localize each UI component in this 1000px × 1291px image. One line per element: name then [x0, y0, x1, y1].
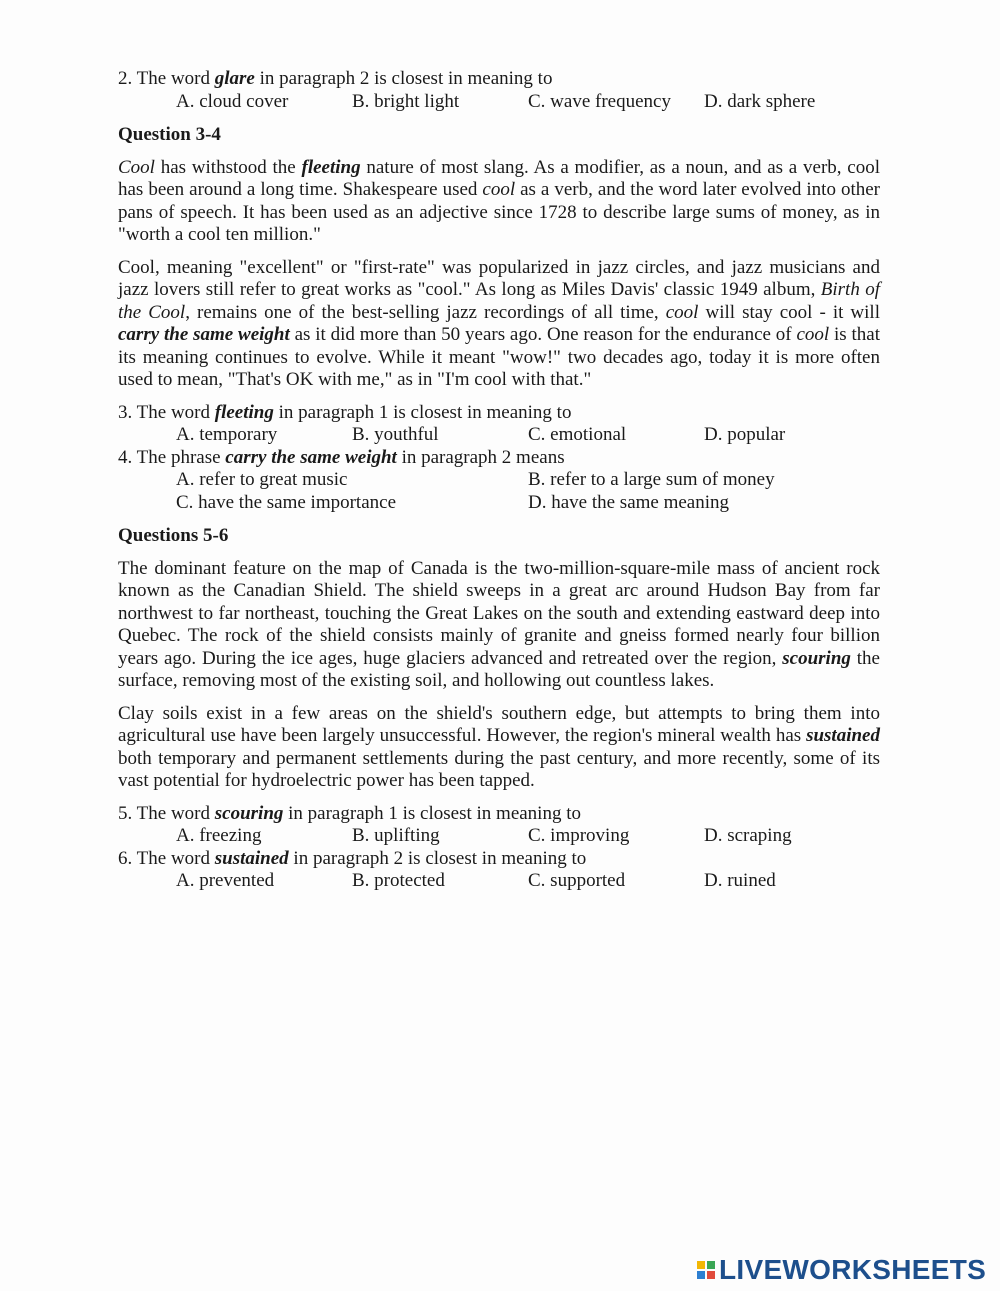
question-3-stem: 3. The word fleeting in paragraph 1 is closest in meaning to — [118, 401, 572, 423]
keyword-glare: glare — [214, 68, 255, 89]
keyword-scouring: scouring — [782, 647, 851, 669]
option-a[interactable]: A. freezing — [176, 825, 262, 846]
option-d[interactable]: D. ruined — [704, 870, 776, 891]
option-d[interactable]: D. popular — [704, 424, 786, 445]
option-d[interactable]: D. dark sphere — [704, 90, 816, 112]
question-3-options — [118, 424, 880, 447]
logo-blocks-icon — [697, 1261, 715, 1279]
question-6-stem: 6. The word sustained in paragraph 2 is closest in meaning to — [118, 847, 587, 869]
question-5-stem: 5. The word scouring in paragraph 1 is closest in meaning to — [118, 802, 581, 824]
passage-2-paragraph-1: The dominant feature on the map of Canada is the two-million-square-mile mass of ancient rock known as the Canadian Shield. The shield sweeps in a great arc around Hudson Bay from far northwest to far northeast, touching the Great Lakes on the south and extending eastward deep into Quebec. The rock of the shield consists mainly of granite and gneiss formed nearly four billion years ago. During the ice ages, huge glaciers advanced and retreated over the region, scouring the surface, removing most of the existing soil, and hollowing out countless lakes. — [118, 557, 880, 691]
option-c[interactable]: C. have the same importance — [176, 491, 397, 513]
option-a[interactable]: A. prevented — [176, 870, 275, 891]
keyword-carry-the-same-weight: carry the same weight — [118, 324, 290, 345]
option-b[interactable]: B. uplifting — [352, 825, 440, 846]
section-heading-5-6: Questions 5-6 — [118, 525, 229, 546]
option-b[interactable]: B. refer to a large sum of money — [528, 469, 775, 490]
option-c[interactable]: C. wave frequency — [528, 90, 671, 112]
option-b[interactable]: B. bright light — [352, 90, 460, 112]
section-heading-3-4: Question 3-4 — [118, 124, 221, 145]
option-c[interactable]: C. emotional — [528, 424, 627, 445]
question-4-stem: 4. The phrase carry the same weight in paragraph 2 means — [118, 446, 565, 468]
option-d[interactable]: D. have the same meaning — [528, 491, 730, 513]
option-c[interactable]: C. supported — [528, 870, 626, 891]
liveworksheets-logo[interactable] — [697, 1256, 986, 1284]
question-6-options — [118, 870, 880, 893]
keyword-fleeting: fleeting — [301, 156, 361, 178]
logo-text: LIVEWORKSHEETS — [719, 1254, 987, 1285]
option-d[interactable]: D. scraping — [704, 825, 792, 846]
question-2-options — [118, 91, 880, 114]
question-2-stem: 2. The word glare in paragraph 2 is closest in meaning to — [118, 68, 553, 89]
question-4-options-row-1 — [118, 469, 880, 492]
passage-1-paragraph-1: Cool has withstood the fleeting nature of most slang. As a modifier, as a noun, and as a verb, cool has been around a long time. Shakespeare used cool as a verb, and the word later evolved into other pans of speech. It has been used as an adjective since 1728 to describe large sums of money, as in "worth a cool ten million." — [118, 156, 880, 245]
option-b[interactable]: B. youthful — [352, 424, 439, 445]
keyword-sustained: sustained — [806, 725, 880, 746]
question-4-options-row-2 — [118, 492, 880, 515]
option-b[interactable]: B. protected — [352, 870, 445, 891]
option-a[interactable]: A. temporary — [176, 424, 278, 445]
passage-2-paragraph-2: Clay soils exist in a few areas on the shield's southern edge, but attempts to bring them into agricultural use have been largely unsuccessful. However, the region's mineral wealth has sustained both temporary and permanent settlements during the past century, and more recently, some of its vast potential for hydroelectric power has been tapped. — [118, 702, 880, 791]
option-c[interactable]: C. improving — [528, 825, 630, 846]
question-5-options — [118, 825, 880, 848]
passage-1-paragraph-2: Cool, meaning "excellent" or "first-rate" was popularized in jazz circles, and jazz musicians and jazz lovers still refer to great works as "cool." As long as Miles Davis' classic 1949 album, Birth of the Cool, remains one of the best-selling jazz recordings of all time, cool will stay cool - it will carry the same weight as it did more than 50 years ago. One reason for the endurance of cool is that its meaning continues to evolve. While it meant "wow!" two decades ago, today it is more often used to mean, "That's OK with me," as in "I'm cool with that." — [118, 256, 881, 390]
worksheet-page — [118, 68, 880, 893]
option-a[interactable]: A. refer to great music — [176, 469, 348, 490]
option-a[interactable]: A. cloud cover — [176, 90, 289, 112]
